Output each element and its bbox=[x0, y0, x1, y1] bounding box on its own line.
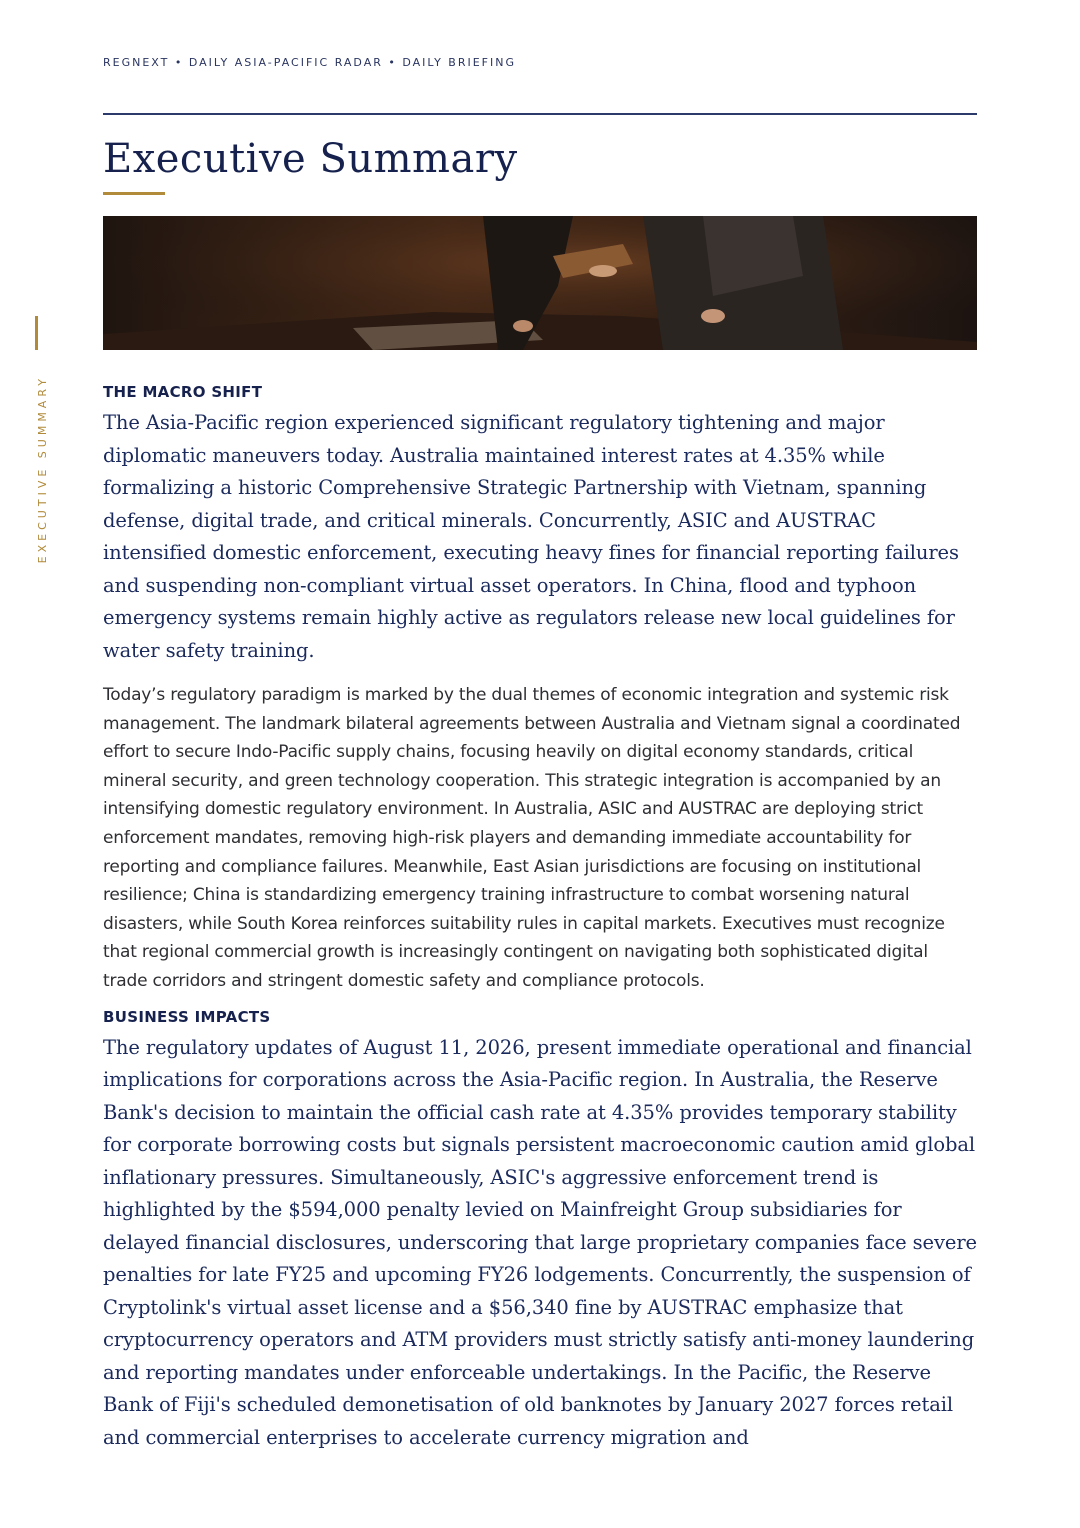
macro-shift-section bbox=[103, 383, 977, 996]
side-section-label: EXECUTIVE SUMMARY bbox=[36, 375, 49, 564]
header-divider bbox=[103, 113, 977, 115]
section-lead-paragraph: The Asia-Pacific region experienced significant regulatory tightening and major diplomatic maneuvers today. Australia maintained interest rates at 4.35% while formalizing a historic Comprehensive Strategic Partnership with Vietnam, spanning defense, digital trade, and critical minerals. Concurrently, ASIC and AUSTRAC intensified domestic enforcement, executing heavy fines for financial reporting failures and suspending non-compliant virtual asset operators. In China, flood and typhoon emergency systems remain highly active as regulators release new local guidelines for water safety training. bbox=[103, 411, 959, 662]
hero-illustration bbox=[103, 216, 977, 350]
title-accent-rule bbox=[103, 192, 165, 195]
breadcrumb: REGNEXT • DAILY ASIA-PACIFIC RADAR • DAILY BRIEFING bbox=[103, 56, 516, 69]
business-impacts-section bbox=[103, 1008, 977, 1455]
main-content bbox=[103, 383, 977, 1468]
section-lead-paragraph: The regulatory updates of August 11, 2026, present immediate operational and financial implications for corporations across the Asia-Pacific region. In Australia, the Reserve Bank's decision to maintain the official cash rate at 4.35% provides temporary stability for corporate borrowing costs but signals persistent macroeconomic caution amid global inflationary pressures. Simultaneously, ASIC's aggressive enforcement trend is highlighted by the $594,000 penalty levied on Mainfreight Group subsidiaries for delayed financial disclosures, underscoring that large proprietary companies face severe penalties for late FY25 and upcoming FY26 lodgements. Concurrently, the suspension of Cryptolink's virtual asset license and a $56,340 fine by AUSTRAC emphasize that cryptocurrency operators and ATM providers must strictly satisfy anti-money laundering and reporting mandates under enforceable undertakings. In the Pacific, the Reserve Bank of Fiji's scheduled demonetisation of old banknotes by January 2027 forces retail and commercial enterprises to accelerate currency migration and bbox=[103, 1035, 977, 1449]
section-heading: THE MACRO SHIFT bbox=[103, 383, 263, 401]
side-accent-bar bbox=[35, 316, 38, 350]
section-heading: BUSINESS IMPACTS bbox=[103, 1007, 271, 1026]
hero-image bbox=[103, 216, 977, 350]
page-title: Executive Summary bbox=[103, 136, 518, 182]
section-body-paragraph: Today’s regulatory paradigm is marked by the dual themes of economic integration and systemic risk management. The landmark bilateral agreements between Australia and Vietnam signal a coordinated effort to secure Indo-Pacific supply chains, focusing heavily on digital economy standards, critical mineral security, and green technology cooperation. This strategic integration is accompanied by an intensifying domestic regulatory environment. In Australia, ASIC and AUSTRAC are deploying strict enforcement mandates, removing high-risk players and demanding immediate accountability for reporting and compliance failures. Meanwhile, East Asian jurisdictions are focusing on institutional resilience; China is standardizing emergency training infrastructure to combat worsening natural disasters, while South Korea reinforces suitability rules in capital markets. Executives must recognize that regional commercial growth is increasingly contingent on navigating both sophisticated digital trade corridors and stringent domestic safety and compliance protocols. bbox=[103, 685, 961, 991]
